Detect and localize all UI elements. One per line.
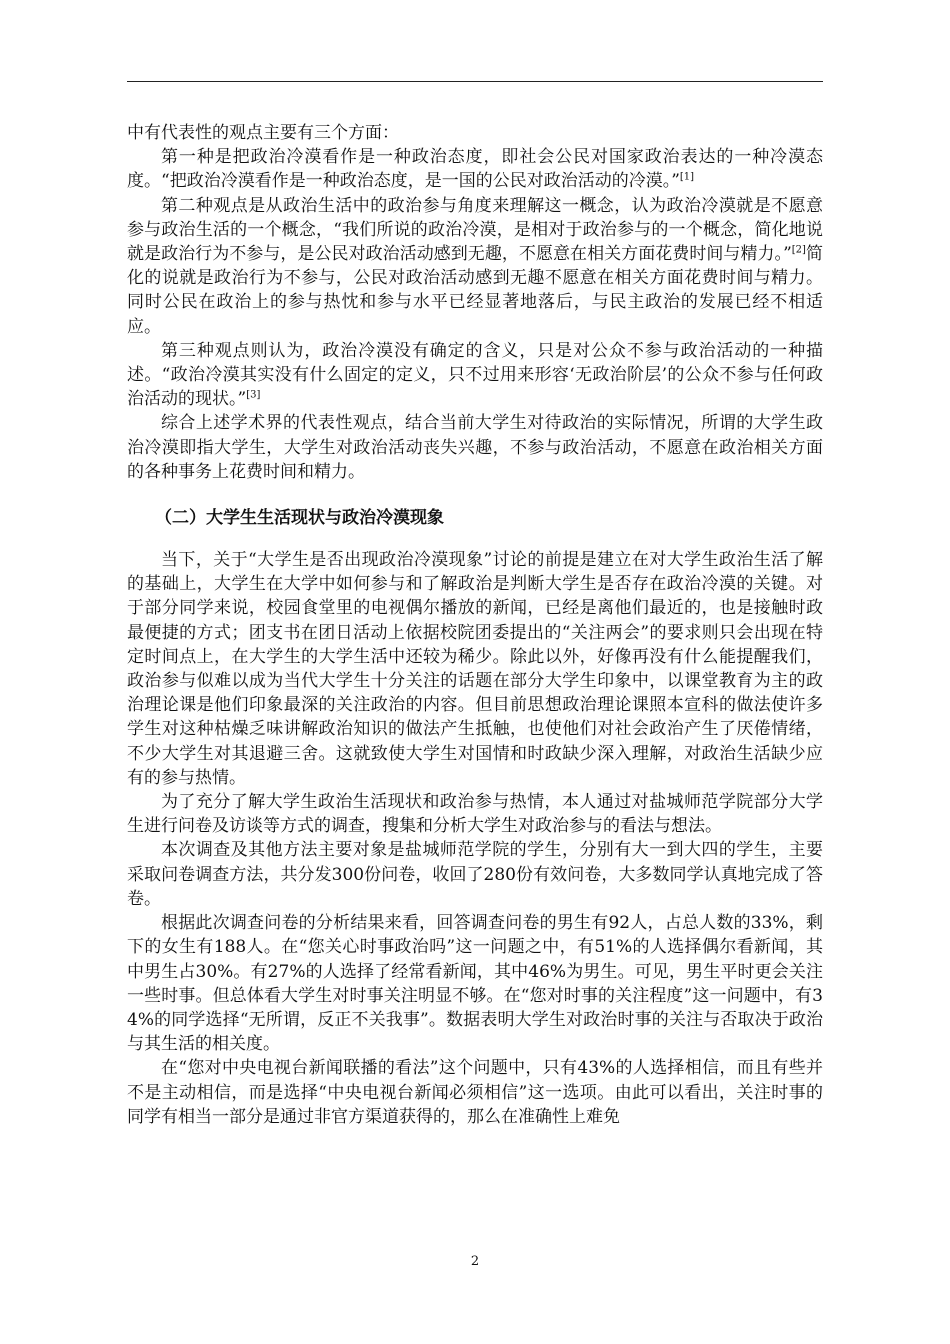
paragraph-body: 为了充分了解大学生政治生活现状和政治参与热情，本人通过对盐城师范学院部分大学生进行问卷及访谈等方式的调查，搜集和分析大学生对政治参与的看法与想法。 <box>127 792 823 837</box>
paragraph-view-three: 第三种观点则认为，政治冷漠没有确定的含义，只是对公众不参与政治活动的一种描述。“政治冷漠其实没有什么固定的定义，只不过用来形容‘无政治阶层’的公众不参与任何政治活动的现状。”[3] <box>127 340 823 410</box>
paragraph-body: 本次调查及其他方法主要对象是盐城师范学院的学生，分别有大一到大四的学生，主要采取问卷调查方法，共分发300份问卷，收回了280份有效问卷，大多数同学认真地完成了答卷。 <box>127 840 823 909</box>
header-rule <box>127 81 823 82</box>
paragraph-view-two: 第二种观点是从政治生活中的政治参与角度来理解这一概念，认为政治冷漠就是不愿意参与政治生活的一个概念，“我们所说的政治冷漠，是相对于政治参与的一个概念，简化地说就是政治行为不参与，是公民对政治活动感到无趣，不愿意在相关方面花费时间与精力。”[2]简化的说就是政治行为不参与，公民对政治活动感到无趣不愿意在相关方面花费时间与精力。同时公民在政治上的参与热忱和参与水平已经显著地落后，与民主政治的发展已经不相适应。 <box>127 195 823 337</box>
paragraph-intro-lead: 中有代表性的观点主要有三个方面： <box>127 123 399 143</box>
document-body <box>127 121 823 1129</box>
paragraph-body: 在“您对中央电视台新闻联播的看法”这个问题中，只有43%的人选择相信，而且有些并不是主动相信，而是选择“中央电视台新闻必须相信”这一选项。由此可以看出，关注时事的同学有相当一部分是通过非官方渠道获得的，那么在准确性上难免 <box>127 1058 823 1127</box>
paragraph-view-one: 第一种是把政治冷漠看作是一种政治态度，即社会公民对国家政治表达的一种冷漠态度。“把政治冷漠看作是一种政治态度，是一国的公民对政治活动的冷漠。”[1] <box>127 147 823 192</box>
page-number: 2 <box>470 1254 480 1269</box>
paragraph-summary: 综合上述学术界的代表性观点，结合当前大学生对待政治的实际情况，所谓的大学生政治冷漠即指大学生，大学生对政治活动丧失兴趣，不参与政治活动，不愿意在政治相关方面的各种事务上花费时间和精力。 <box>127 413 823 482</box>
citation-1: [1] <box>679 171 695 183</box>
paragraph-body: 根据此次调查问卷的分析结果来看，回答调查问卷的男生有92人，占总人数的33%，剩下的女生有188人。在“您关心时事政治吗”这一问题之中，有51%的人选择偶尔看新闻，其中男生占30%。有27%的人选择了经常看新闻，其中46%为男生。可见，男生平时更会关注一些时事。但总体看大学生对时事关注明显不够。在“您对时事的关注程度”这一问题中，有34%的同学选择“无所谓，反正不关我事”。数据表明大学生对政治时事的关注与否取决于政治与其生活的相关度。 <box>127 913 823 1055</box>
paragraph-body: 当下，关于“大学生是否出现政治冷漠现象”讨论的前提是建立在对大学生政治生活了解的基础上，大学生在大学中如何参与和了解政治是判断大学生是否存在政治冷漠的关键。对于部分同学来说，校园食堂里的电视偶尔播放的新闻，已经是离他们最近的，也是接触时政最便捷的方式；团支书在团日活动上依据校院团委提出的“关注两会”的要求则只会出现在特定时间点上，在大学生的大学生活中还较为稀少。除此以外，好像再没有什么能提醒我们，政治参与似难以成为当代大学生十分关注的话题在部分大学生印象中，以课堂教育为主的政治理论课是他们印象最深的关注政治的内容。但目前思想政治理论课照本宣科的做法使许多学生对这种枯燥乏味讲解政治知识的做法产生抵触，也使他们对社会政治产生了厌倦情绪，不少大学生对其退避三舍。这就致使大学生对国情和时政缺少深入理解，对政治生活缺少应有的参与热情。 <box>127 550 823 788</box>
section-heading: （二）大学生生活现状与政治冷漠现象 <box>155 508 444 529</box>
citation-3: [3] <box>246 389 261 401</box>
citation-2: [2] <box>791 244 806 256</box>
